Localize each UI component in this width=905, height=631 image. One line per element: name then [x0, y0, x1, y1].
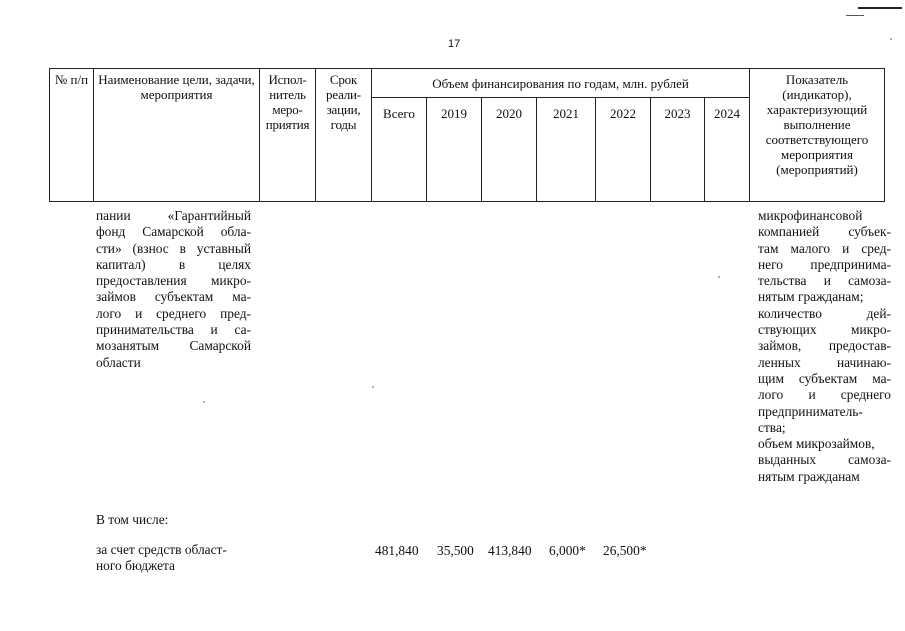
activity-line: области: [96, 354, 141, 370]
including-label: В том числе:: [96, 512, 169, 527]
indicator-line: количество дей-: [758, 305, 891, 321]
activity-line: сти» (взнос в уставный: [96, 240, 251, 256]
activity-line: принимательства и са-: [96, 322, 251, 338]
budget-2022-value: 26,500*: [603, 543, 647, 558]
scan-mark: [846, 15, 864, 16]
scan-mark: [858, 7, 902, 9]
indicator-line: нятым гражданам;: [758, 289, 864, 305]
indicator-line: объем микрозаймов,: [758, 436, 875, 452]
indicator-line: щим субъектам ма-: [758, 370, 891, 386]
activity-text: [96, 208, 251, 371]
header-year-2020: 2020: [482, 98, 537, 202]
indicator-line: выданных самоза-: [758, 452, 891, 468]
header-name: Наименование цели, задачи, мероприятия: [94, 69, 260, 202]
indicator-line: предприниматель-: [758, 403, 863, 419]
header-year-2023: 2023: [651, 98, 705, 202]
indicator-line: ства;: [758, 419, 786, 435]
header-funding: Объем финансирования по годам, млн. рублей: [372, 69, 750, 98]
activity-line: лого и среднего пред-: [96, 305, 251, 321]
indicator-line: лого и среднего: [758, 387, 891, 403]
budget-source-line: за счет средств област-: [96, 542, 227, 557]
indicator-line: ленных начинаю-: [758, 354, 891, 370]
indicator-line: него предпринима-: [758, 256, 891, 272]
budget-source-line: ного бюджета: [96, 558, 175, 574]
activity-line: займов субъектам ма-: [96, 289, 251, 305]
header-year-2022: 2022: [596, 98, 651, 202]
activity-line: мозанятым Самарской: [96, 338, 251, 354]
scan-speck: [718, 276, 720, 278]
indicator-line: тельства и самоза-: [758, 273, 891, 289]
page-number: 17: [448, 38, 461, 50]
indicator-line: займов, предостав-: [758, 338, 891, 354]
indicator-text: [758, 208, 891, 485]
header-table: [49, 68, 885, 202]
header-year-2019: 2019: [427, 98, 482, 202]
budget-2021-value: 6,000*: [549, 543, 586, 558]
budget-source: [96, 542, 251, 575]
header-term: Срок реали-зации, годы: [316, 69, 372, 202]
header-num: № п/п: [50, 69, 94, 202]
budget-2019-value: 35,500: [437, 543, 474, 558]
indicator-line: компанией субъек-: [758, 224, 891, 240]
activity-line: капитал) в целях: [96, 256, 251, 272]
budget-2020-value: 413,840: [488, 543, 532, 558]
header-indicator: Показатель (индикатор), характеризующий выполнение соответствующего мероприятия (мероприятий): [750, 69, 885, 202]
indicator-line: ствующих микро-: [758, 322, 891, 338]
budget-total-value: 481,840: [375, 543, 419, 558]
header-year-total: Всего: [372, 98, 427, 202]
header-year-2021: 2021: [537, 98, 596, 202]
activity-line: предоставления микро-: [96, 273, 251, 289]
indicator-line: микрофинансовой: [758, 208, 863, 223]
header-year-2024: 2024: [705, 98, 750, 202]
activity-line: пании «Гарантийный: [96, 208, 251, 223]
scan-speck: [890, 38, 892, 40]
scan-speck: [203, 401, 205, 403]
scan-speck: [372, 386, 374, 388]
activity-line: фонд Самарской обла-: [96, 224, 251, 240]
indicator-line: нятым гражданам: [758, 468, 860, 484]
indicator-line: там малого и сред-: [758, 240, 891, 256]
header-executor: Испол-нитель меро-приятия: [260, 69, 316, 202]
